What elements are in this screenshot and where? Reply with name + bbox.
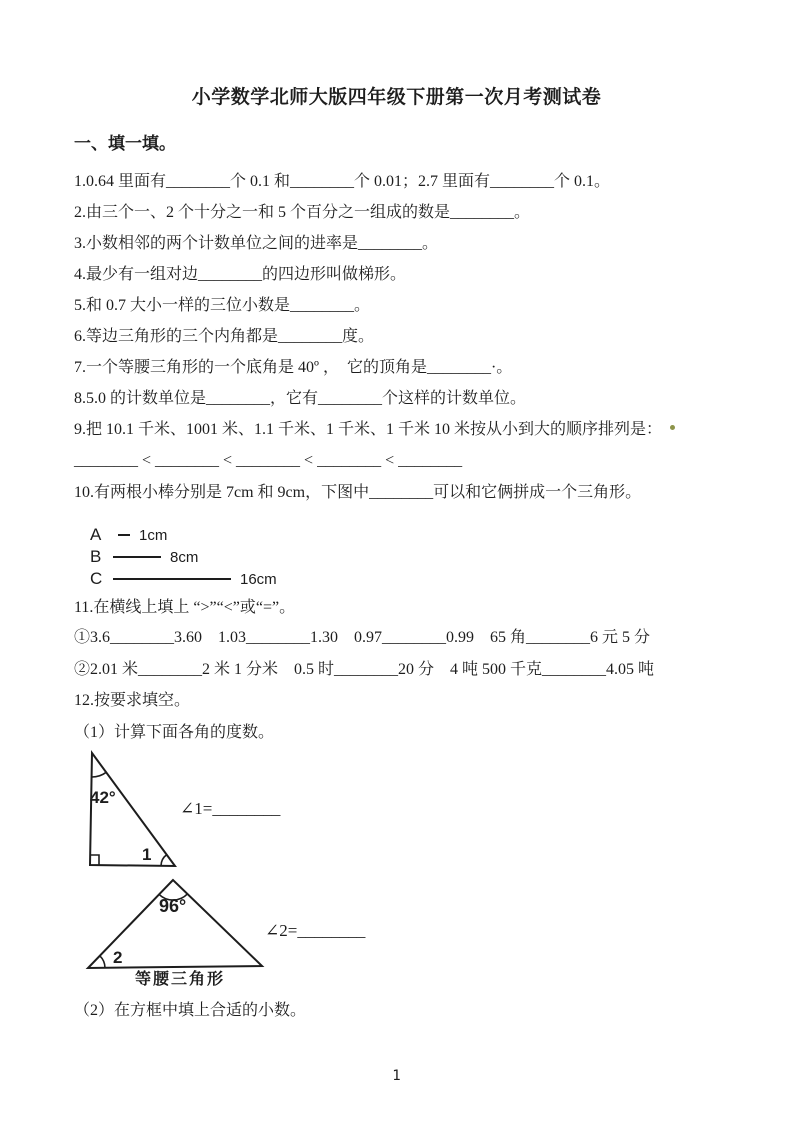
right-triangle-figure [73,748,193,873]
question-11: 11.在横线上填上 “>”“<”或“=”。 [74,599,296,616]
section-heading: 一、填一填。 [74,134,176,153]
sticks-diagram [90,524,350,590]
question-9-blanks: ________ < ________ < ________ < ________ < ________ [74,452,463,469]
stray-ink-dot [670,425,675,430]
triangle2-top-angle-label: 96° [159,896,187,916]
angle-1-arc [161,855,167,866]
question-11-line1: ①3.6________3.60 1.03________1.30 0.97________0.99 65 角________6 元 5 分 [74,629,651,646]
stick-row-b [90,546,350,568]
triangle2-angle-2-label: 2 [113,948,123,967]
question-3: 3.小数相邻的两个计数单位之间的进率是________。 [74,235,439,252]
isosceles-triangle-figure [73,872,273,977]
stick-row-c [90,568,350,590]
page-title: 小学数学北师大版四年级下册第一次月考测试卷 [191,87,602,108]
triangle1-top-angle-label: 42° [90,788,116,807]
stick-label-a: A [90,525,102,544]
question-7: 7.一个等腰三角形的一个底角是 40º ， 它的顶角是________·。 [74,359,513,376]
stick-length-a: 1cm [139,526,168,544]
right-angle-mark [90,855,99,865]
stick-row-a [90,524,350,546]
question-12-part1: （1）计算下面各角的度数。 [74,724,275,741]
stick-length-b: 8cm [170,548,199,566]
stick-length-c: 16cm [240,570,277,588]
question-12-part2: （2）在方框中填上合适的小数。 [74,1002,307,1019]
question-4: 4.最少有一组对边________的四边形叫做梯形。 [74,266,407,283]
question-9: 9.把 10.1 千米、1001 米、1.1 千米、1 千米、1 千米 10 米按从小到大的顺序排列是： [74,421,663,438]
question-10: 10.有两根小棒分别是 7cm 和 9cm，下图中________可以和它俩拼成一个三角形。 [74,484,642,501]
triangle1-angle-1-label: 1 [142,845,152,864]
question-8: 8.5.0 的计数单位是________，它有________个这样的计数单位。 [74,390,527,407]
stick-label-b: B [90,547,102,566]
stick-line-b [113,556,161,558]
stick-label-c: C [90,569,103,588]
stick-line-a [118,534,130,536]
stick-line-c [113,578,231,580]
angle-2-answer-blank: ∠2=________ [265,921,366,940]
question-6: 6.等边三角形的三个内角都是________度。 [74,328,375,345]
question-12: 12.按要求填空。 [74,692,191,709]
angle-1-answer-blank: ∠1=________ [180,799,281,818]
question-2: 2.由三个一、2 个十分之一和 5 个百分之一组成的数是________。 [74,204,531,221]
isosceles-triangle-caption: 等腰三角形 [135,971,226,988]
page-number: 1 [392,1068,401,1084]
apex-angle-arc [92,772,107,777]
question-11-line2: ②2.01 米________2 米 1 分米 0.5 时________20 分 4 吨 500 千克________4.05 吨 [74,661,655,678]
angle-2-arc [100,956,105,968]
question-1: 1.0.64 里面有________个 0.1 和________个 0.01；2.7 里面有________个 0.1。 [74,173,611,190]
question-5: 5.和 0.7 大小一样的三位小数是________。 [74,297,371,314]
